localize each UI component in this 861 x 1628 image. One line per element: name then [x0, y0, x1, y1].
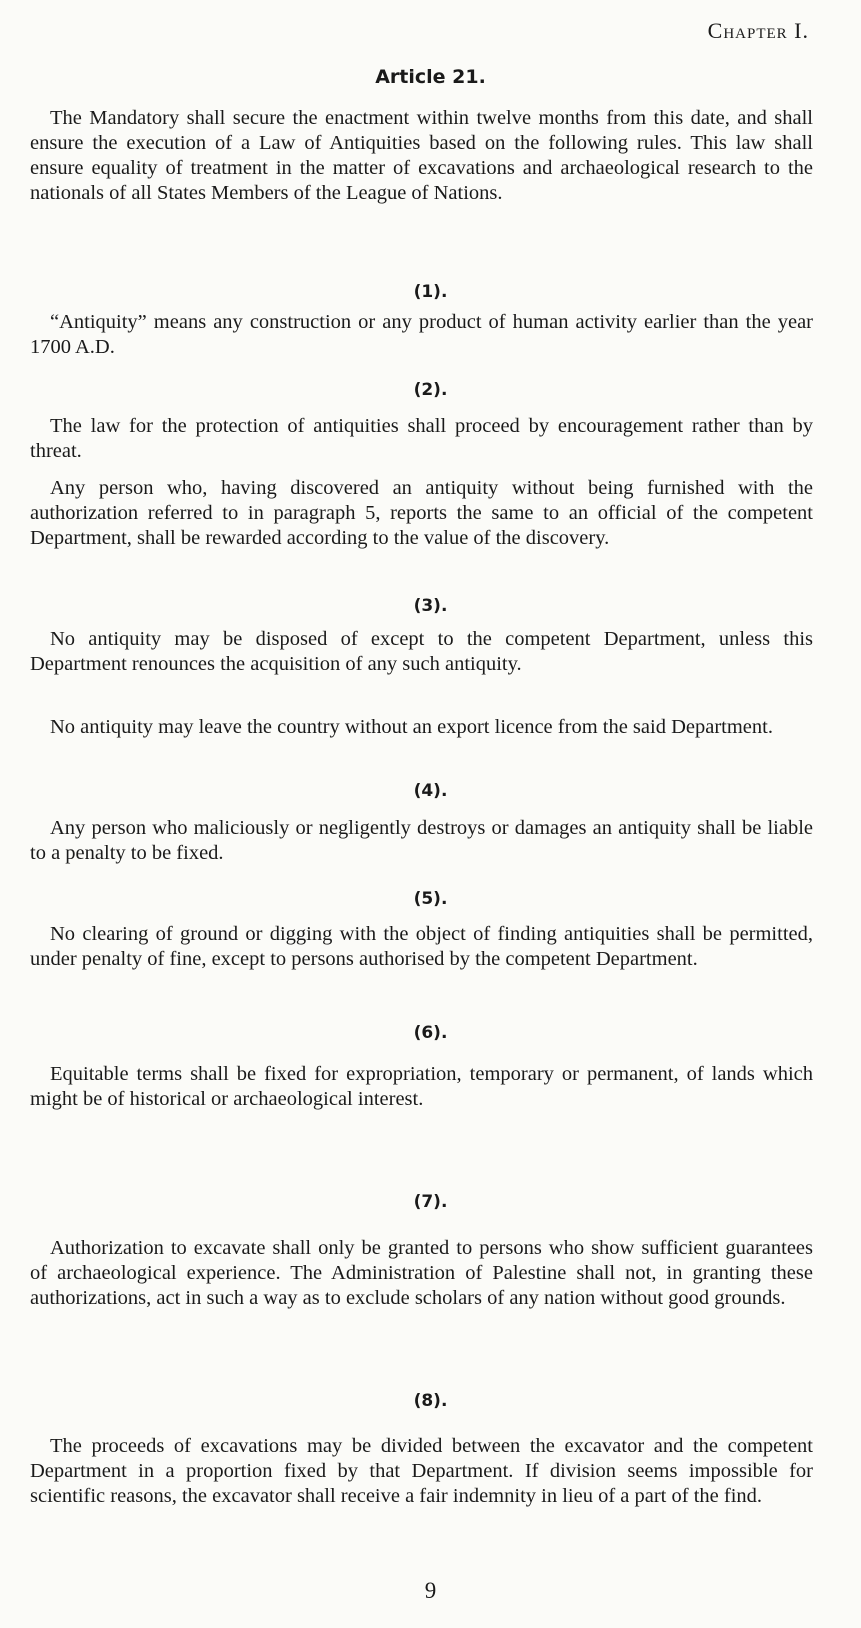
article-intro: The Mandatory shall secure the enactment within twelve months from this date, and shall ensure the execution of a Law of Antiquities based on the following rules. This law shall ensure equality of treatment in the matter of excavations and archaeological research to the nationals of all States Members of the League of Nations. — [30, 107, 813, 204]
section-3-paragraph-2: No antiquity may leave the country without an export licence from the said Department. — [50, 716, 773, 738]
section-number-7: (7). — [413, 1192, 448, 1212]
section-number-8: (8). — [413, 1391, 448, 1411]
section-3-paragraph-1: No antiquity may be disposed of except to the competent Department, unless this Department renounces the acquisition of any such antiquity. — [30, 628, 813, 675]
section-8-paragraph-1: The proceeds of excavations may be divided between the excavator and the competent Department in a proportion fixed by that Department. If division seems impossible for scientific reasons, the excavator shall receive a fair indemnity in lieu of a part of the find. — [30, 1435, 813, 1507]
article-title: Article 21. — [375, 66, 486, 88]
section-7-paragraph-1: Authorization to excavate shall only be granted to persons who show sufficient guarantees of archaeological experience. The Administration of Palestine shall not, in granting these authorizations, act in such a way as to exclude scholars of any nation without good grounds. — [30, 1237, 813, 1309]
section-5-paragraph-1: No clearing of ground or digging with the object of finding antiquities shall be permitted, under penalty of fine, except to persons authorised by the competent Department. — [30, 923, 813, 970]
page-number: 9 — [424, 1578, 437, 1603]
section-number-6: (6). — [413, 1023, 448, 1043]
section-6-paragraph-1: Equitable terms shall be fixed for expropriation, temporary or permanent, of lands which might be of historical or archaeological interest. — [30, 1063, 813, 1110]
section-1-paragraph-1: “Antiquity” means any construction or any product of human activity earlier than the year 1700 A.D. — [30, 311, 813, 358]
chapter-heading: Chapter I. — [707, 18, 809, 43]
section-number-5: (5). — [413, 889, 448, 909]
section-number-3: (3). — [413, 596, 448, 616]
section-number-2: (2). — [413, 380, 448, 400]
section-number-4: (4). — [413, 781, 448, 801]
section-number-1: (1). — [413, 282, 448, 302]
section-2-paragraph-1: The law for the protection of antiquities shall proceed by encouragement rather than by threat. — [30, 415, 813, 462]
section-4-paragraph-1: Any person who maliciously or negligently destroys or damages an antiquity shall be liable to a penalty to be fixed. — [30, 817, 813, 864]
section-2-paragraph-2: Any person who, having discovered an antiquity without being furnished with the authorization referred to in paragraph 5, reports the same to an official of the competent Department, shall be rewarded according to the value of the discovery. — [30, 477, 813, 549]
